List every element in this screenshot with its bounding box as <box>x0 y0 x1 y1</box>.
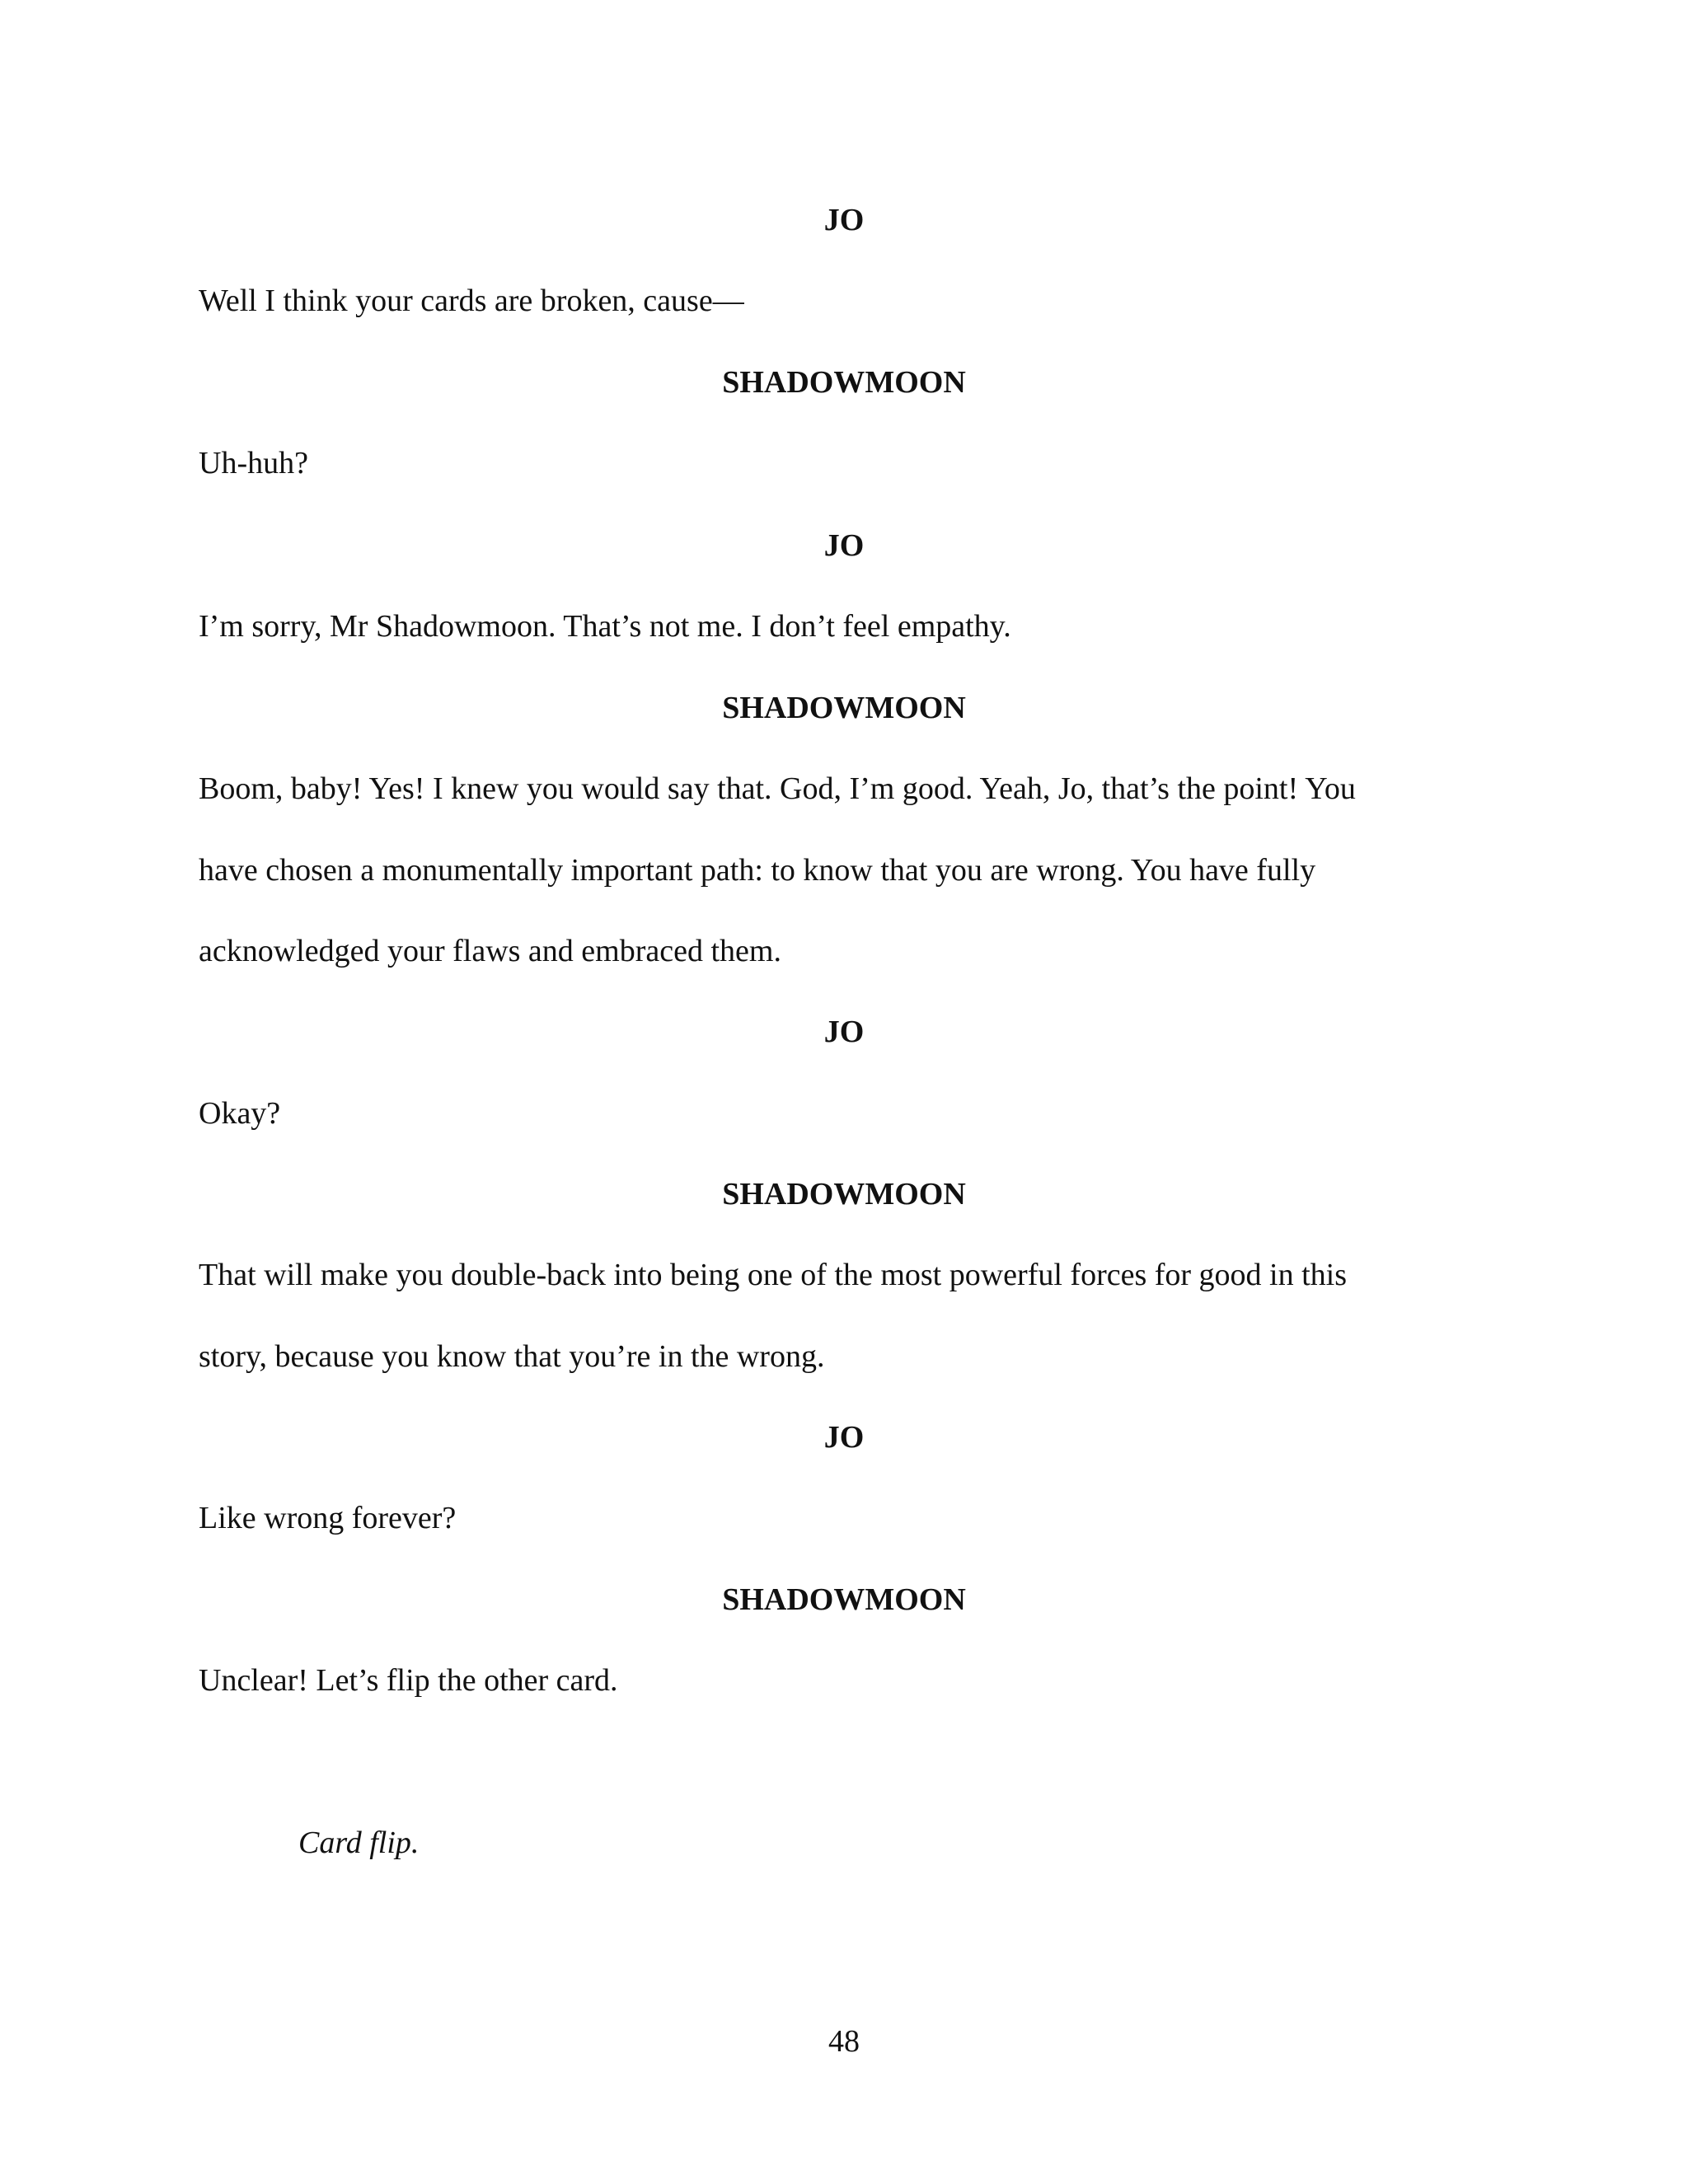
speaker-name: SHADOWMOON <box>722 1177 966 1212</box>
dialogue-line: Boom, baby! Yes! I knew you would say that. God, I’m good. Yeah, Jo, that’s the point! You <box>199 771 1356 806</box>
speaker-name: JO <box>823 1420 865 1455</box>
dialogue-line: Okay? <box>199 1096 281 1131</box>
speaker-name: SHADOWMOON <box>722 365 966 400</box>
speaker-name: JO <box>823 203 865 237</box>
speaker-name: JO <box>823 1015 865 1049</box>
dialogue-line: I’m sorry, Mr Shadowmoon. That’s not me. I don’t feel empathy. <box>199 609 1011 644</box>
speaker-name: SHADOWMOON <box>722 1582 966 1617</box>
dialogue-line: acknowledged your flaws and embraced them. <box>199 934 781 968</box>
page-number: 48 <box>828 2024 860 2059</box>
dialogue-line: Uh-huh? <box>199 446 308 480</box>
dialogue-line: Well I think your cards are broken, cause— <box>199 284 744 318</box>
dialogue-line: have chosen a monumentally important path: to know that you are wrong. You have fully <box>199 853 1316 888</box>
speaker-name: SHADOWMOON <box>722 691 966 725</box>
dialogue-line: story, because you know that you’re in the wrong. <box>199 1339 825 1374</box>
speaker-name: JO <box>823 528 865 563</box>
dialogue-line: Like wrong forever? <box>199 1501 457 1535</box>
dialogue-line: That will make you double-back into being one of the most powerful forces for good in this <box>199 1258 1348 1292</box>
stage-direction: Card flip. <box>298 1825 420 1860</box>
dialogue-line: Unclear! Let’s flip the other card. <box>199 1663 618 1698</box>
